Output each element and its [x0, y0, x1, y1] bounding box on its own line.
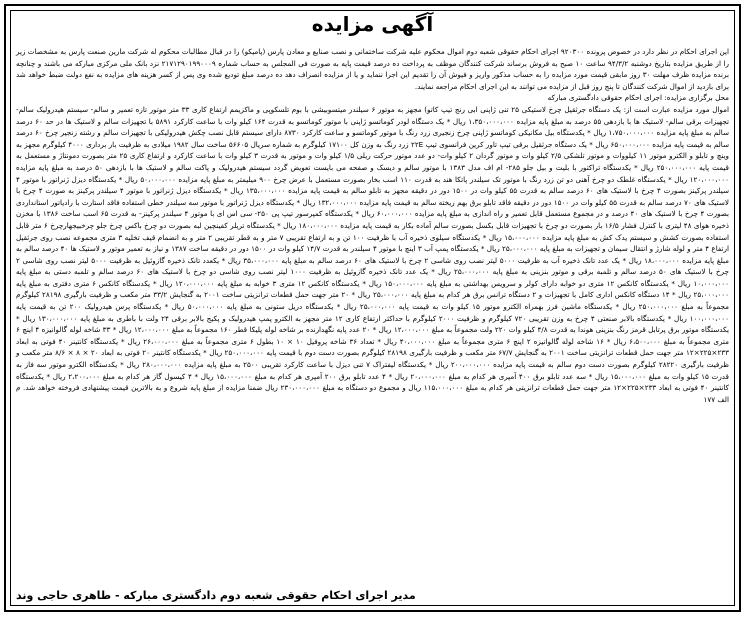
notice-intro-paragraph: این اجرای احکام در نظر دارد در خصوص پرونده ۹۲۰۳۰۰ اجرای احکام حقوقی شعبه دوم اموال محکوم علیه شرکت ساختمانی و نصب صنایع و معادن پارس (پامیکو) را در قبال مطالبات محکوم له شرکت مارین صنعت پارس به مشخصات زیر را از طریق مزایده بتاریخ دوشنبه ۹۴/۳/۲ ساعت ۱۰ صبح به فروش برساند شرکت کنندگان موظف به پرداخت ده درصد قیمت پایه به صورت فی المجلس به حساب شماره ۲۱۷۱۲۹۰۱۹۹۰۰۰۹ نزد بانک ملی مرکزی مبارکه می باشند و چنانچه برنده مزایده ظرف مهلت ۳۰ روز مابقی قیمت مورد مزایده را به حساب مذکور واریز و فیوش آن را تقدیم این اجرا ننماید و یا از مزایده انصراف دهد ده درصد مبلغ تودیع شده وی پس از کسر هزینه های مزایده به نفع دولت ضبط خواهد شد برای بازدید از اموال شرکت کنندگان تا پنج روز قبل از مزایده می توانند به این اجرای احکام مراجعه نمایند. — [16, 47, 729, 91]
notice-items-paragraph: اموال مورد مزایده عبارت است از: یک دستگاه جرثقیل چرخ لاستیکی ۲۵ تنی ژاپنی ابی رنج تیپ کاتو) مجهز به موتور ۶ سیلندر میتسوبیشی با بوم تلسکوپی و ماکزیمم ارتفاع کاری ۳۳ متر موتور تازه تعمیر و سالم- سیستم هیدرولیک سالم- تجهیزات برقی سالم- لاستیک ها با بازدهی ۵۵ درصد به مبلغ پایه مزایده ۱،۳۵۰،۰۰۰،۰۰۰ ریال * یک دستگاه لودر کوماتسو ژاپنی با موتور کوماتسو به قدرت ۱۶۴ کیلو وات با ساعت کارکرد ۵۸۹۱ با تجهیزات سالم و لاستیک ها در حد ۶۰ درصد سالم به مبلغ پایه مزایده ۱،۷۵۰،۰۰۰،۰۰۰ ریال * یکدستگاه بیل مکانیکی کوماتسو ژاپنی چرخ زنجیری زرد رنگ با موتور کوماتسو و ساعت کارکرد ۸۷۳۰ دارای سیستم قابل نصب چکش هیدرولیکی با تجهیزات سالم و رشته زنجیر چرخ ۶۰ درصد سالم به قیمت پایه مزایده ۶۵۰،۰۰۰،۰۰۰ ریال * یک دستگاه جرثقیل برقی تیپ تاور کرین فرانسوی تیپ ۲۲E زرد رنگ به وزن کل ۱۷۱۰۰ کیلوگرم به شماره سریال ۵۶۶۰۵ ساخت سال ۱۹۸۲ میلادی به ظرفیت بار برداری ۴۰۰۰ کیلوگرم مجهز به وینچ و تابلو و الکترو موتور ۱۱ کیلووات و موتور تلشکی ۲/۵ کیلو وات و موتور گردان ۲ کیلو وات- دو عدد موتور حرکت ریلی ۱/۵ کیلو وات و موتور به قدرت ۳ کیلو وات با ساعت کارکرد و ارتفاع کاری ۲۵ متر بصورت دمونتاژ و مستعمل به قیمت پایه ۲۵۰،۰۰۰،۰۰۰ ریال * یکدستگاه تراکتور با بلیت و بیل جلو ۲۸۵- ام اف مدل ۱۳۸۳ با موتور سالم و دیسک و صفحه می بایست تعویض گردد سیستم هیدرولیک و پاکت سالم و لاستیک ها با بازدهی ۵۰ درصد به مبلغ پایه مزایده ۱۲۰،۰۰۰،۰۰۰ ریال * یکدستگاه غلطک دو چرخ آهنی دو تن زرد رنگ با موتور تک سیلندر پاتکا هند به قدرت ۱۱۰ اسب بخار بصورت مستعمل با عرض چرخ ۹۰۰ میلیمتر به مبلغ پایه مزایده ۵۰،۰۰۰،۰۰۰ ریال * یکدستگاه دیزل ژنراتور با موتور ۴ سیلندر پرکینز بصورت ۴ چرخ با لاستیک های ۶۰ درصد سالم به قدرت ۵۵ کیلو وات در ۱۵۰۰ دور در دقیقه مجهز به تابلو سالم به قیمت پایه مزایده ۱۳۵،۰۰۰،۰۰۰ ریال * یکدستگاه دیزل ژنراتور با موتور ۴ سیلندر پرکینز به صورت ۴ چرخ با لاستیک های ۷۰ درصد سالم به قدرت ۵۵ کیلو وات در ۱۵۰۰ دور در دقیقه فاقد تابلو برق بهم ریخته سالم به قیمت پایه مزایده ۱۳۲،۰۰۰،۰۰۰ ریال * یکدستگاه دیزل ژنراتور با موتور سه سیلندر خطی استفاده فاقد استارت با رادیاتور استانداردی بصورت ۴ چرخ با لاستیک های ۴۰ درصد و در مجموع مستعمل قابل تعمیر و راه اندازی به مبلغ پایه مزایده ۶۰،۰۰۰،۰۰۰ ریال * یکدستگاه کمپرسور تیپ پی ۲۵۰- سی اس ای با موتور ۴ سیلندر پرکینز- به قدرت ۶۵ اسب ساخت ۱۳۸۶ با مخزن ذخیره هوای ۴۸ لیتری با کنترل فشار ۱۶/۵ بار بصورت دو چرخ با تجهیزات قابل بکسل بصورت سالم آماده بکار به قیمت پایه مزایده ۱۸۰،۰۰۰،۰۰۰ ریال * یکدستگاه تریلر کفینچین لبه بصورت دو چرخ باکس چرخ جلو چرخبیجهارچرخ ۶ متر قابل استفاده بصورت کشش و سیستم یدک کش به مبلغ پایه مزایده ۱۵،۰۰۰،۰۰۰ ریال * یکدستگاه سیلوی ذخیره آب با ظرفیت ۱۰۰ تن و به ارتفاع تقریبی ۷ متر و به قطر تقریبی ۲ متر و به انضمام قیف تخلیه ۳ متری مجموعه نصب روی جرثقیل ارتفاع ۴ متر و لوله شارژ و انتقال سیمان و تجهیزات به مبلغ پایه ۲۵،۰۰۰،۰۰۰ ریال * یکدستگاه پمپ آب ۳ اینچ با موتور ۴ سیلندر به قدرت ۱۴/۷ کیلو وات در ۱۵۰۰ دور در دقیقه ساخت ۱۳۸۷ و نیاز به تعمیر موتور و لاستیک ها ۴۰ درصد سالم به مبلغ پایه مزایده ۱۸،۰۰۰،۰۰۰ ریال * یک عدد تانک ذخیره آب به ظرفیت ۵۰۰۰ لیتر نصب روی شاسی ۲ چرخ با لاستیک های ۶۰ درصد سالم به مبلغ پایه ۳۵،۰۰۰،۰۰۰ ریال * یکعدد تانک ذخیره گازوئیل به ظرفیت ۵۰۰۰ لیتر نصب روی شاسی ۲ چرخ با لاستیک های ۵۰ درصد سالم و تلمبه برقی و موتور بنزینی به مبلغ پایه ۲۵،۰۰۰،۰۰۰ ریال * یک عدد تانک ذخیره گازوئیل به ظرفیت ۱۰۰۰ لیتر نصب روی شاسی دو چرخ با لاستیک های ۶۰ درصد سالم و تلمبه دستی به مبلغ پایه ۱۰،۰۰۰،۰۰۰ ریال * یکدستگاه کانکس ۱۲ متری دو خوابه دارای کولر و سرویس بهداشتی به مبلغ پایه ۱۵۰،۰۰۰،۰۰۰ ریال * یکدستگاه کانکس ۱۲ متری ۳ خوابه به مبلغ پایه ۱۲۰،۰۰۰،۰۰۰ ریال * یکدستگاه کانکس ۶ متری دفتری به مبلغ پایه ۲۵،۰۰۰،۰۰۰ ریال * ۱۴ دستگاه کانکس اداری کامل با تجهیزات و ۲ دستگاه ترانس برق هر کدام به مبلغ پایه ۲۵،۰۰۰،۰۰۰ ریال * ۲۰ متر جهت حمل قطعات ترانزیتی ساخت ۲۰۰۱ به گنجایش ۳۳/۲ متر مکعب و ظرفیت بارگیری ۲۸۱۹۸ کیلوگرم مجموعاً به مبلغ ۲۵۰،۰۰۰،۰۰۰ ریال * یکدستگاه ماشین فرز بهمراه الکترو موتور ۱۵ کیلو وات به قیمت پایه ۲۵،۰۰۰،۰۰۰ ریال * یکدستگاه دریل ستونی به مبلغ پایه ۵۰،۰۰۰،۰۰۰ ریال * یکدستگاه پرس هیدرولیک ۲۰۰ تن به قیمت پایه ۱۰۰،۰۰۰،۰۰۰ ریال * یکدستگاه بالابر صنعتی ۴ چرخ به وزن تقریبی ۷۲۰ کیلوگرم و ظرفیت ۲۰۰۰ کیلوگرم با حداکثر ارتفاع کاری ۱۲ متر مجهز به الکترو پمپ هیدرولیک و پکیج بالابر برقی ۲۴ ولت با باطری به مبلغ پایه ۱۳۰،۰۰۰،۰۰۰ ریال * یکدستگاه موتور برق پرتابل قرمز رنگ بنزینی هوندا به قدرت ۴/۸ کیلو وات ۲۲۰ ولت مجموعاً به مبلغ ۱۲،۰۰۰،۰۰۰ ریال * ۲۰ عدد پایه نگهدارنده بر شاخه لوله پلیکا قطر ۱۶۰ مجموعاً به مبلغ ۱۲،۰۰۰،۰۰۰ ریال * ۳۳ شاخه لوله گالوانیزه ۴ اینچ ۶ متری مجموعاً به مبلغ ۶،۵۰۰،۰۰۰ ریال * ۱۶ شاخه لوله گالوانیزه ۲ اینچ ۶ متری مجموعاً به مبلغ ۴۰،۰۰۰،۰۰۰ ریال * تعداد ۳۶ شاخه پروفیل ۱۰ × ۱۰ بطول ۶ متری مجموعاً به مبلغ ۲۶،۰۰۰،۰۰۰ ریال * یکدستگاه کانتینر ۴۰ فوتی به ابعاد ۲۳۳×۲۲۵×۱۲ متر جهت حمل قطعات ترانزیتی ساخت ۲۰۰۱ به گنجایش ۶۷/۷ متر مکعب و ظرفیت بارگیری ۲۸۱۹۸ کیلوگرم بصورت دست دوم با قیمت پایه ۲۵۰،۰۰۰،۰۰۰ ریال * یکدستگاه کانتینر ۲۰ فوتی به ابعاد ۲۰ × ۸ × ۸/۶ متر مکعب و ظرفیت بارگیری ۲۸۲۲۰ کیلوگرم بصورت دست دوم سالم به قیمت پایه مزایده ۲۰۰،۰۰۰،۰۰۰ ریال * یکدستگاه لیفتراک ۷ تنی دیزل با ساعت کارکرد تقریبی ۲۵۰۰ به مبلغ پایه مزایده ۲۸۰،۰۰۰،۰۰۰ ریال * یکدستگاه الکترو موتور سه فاز به قدرت ۱۵ کیلو وات به مبلغ ۱۵،۰۰۰،۰۰۰ ریال * سه عدد تابلو برق ۴۰۰ آمپری هر کدام به مبلغ ۲۰،۰۰۰،۰۰۰ ریال * ۴ عدد تابلو برق ۲۰۰ آمپری هر کدام به مبلغ ۱۵،۰۰۰،۰۰۰ ریال * ۴ کیسول گاز هر کدام به مبلغ ۲،۲۰۰،۰۰۰ ریال * یکدستگاه کانتینر ۴۰ فوتی به ابعاد ۲۳۳×۲۲۵×۱۲ متر جهت حمل قطعات ترانزیتی هر کدام به مبلغ ۱۱۵،۰۰۰،۰۰۰ ریال و مجموع دو دستگاه به مبلغ ۲۳۰،۰۰۰،۰۰۰ ریال ضمنا مزایده از مبلغ پایه شروع و به بالاترین قیمت پیشنهادی فروخته خواهد شد. م الف ۱۷۷ — [16, 104, 730, 404]
notice-frame — [4, 4, 741, 612]
notice-venue-paragraph: محل برگزاری مزایده: اجرای احکام حقوقی دادگستری مبارکه — [547, 93, 729, 103]
notice-title: آگهی مزایده — [311, 12, 434, 36]
notice-body — [16, 46, 729, 405]
notice-signature: مدیر اجرای احکام حقوقی شعبه دوم دادگستری مبارکه - طاهری حاجی وند — [16, 589, 416, 602]
